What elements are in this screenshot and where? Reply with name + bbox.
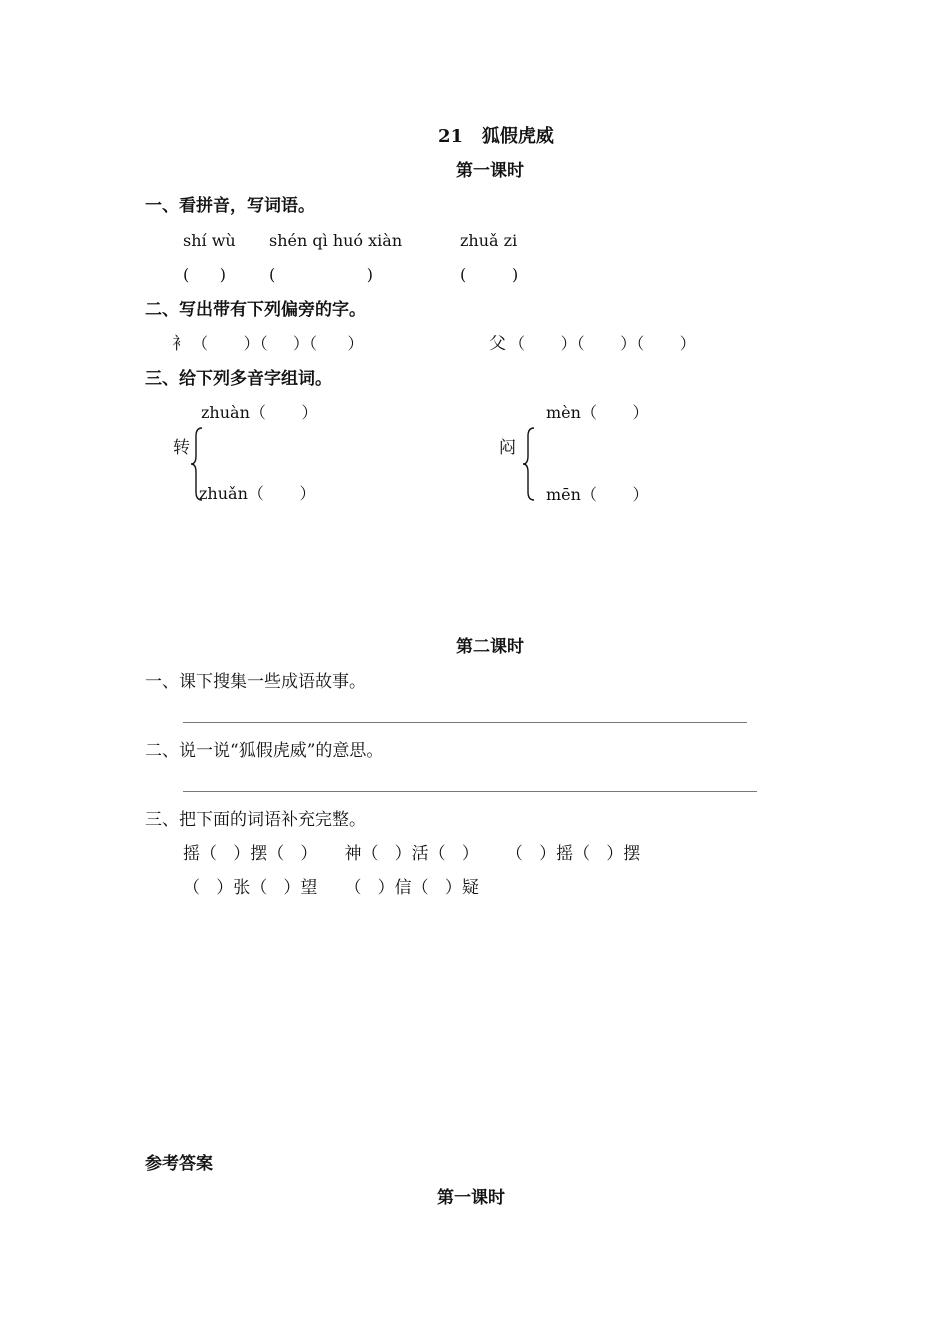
answer-blank-2[interactable]: ( ) (269, 265, 374, 284)
lesson2-q3-label: 三、把下面的词语补充完整。 (145, 810, 366, 830)
idiom-row-2[interactable]: （ ）张（ ）望 （ ）信（ ）疑 (183, 878, 479, 898)
polyphonic-char-1: 转 (173, 438, 190, 458)
zhuan-reading-2[interactable]: zhuǎn（ ） (199, 484, 316, 503)
answers-heading: 参考答案 (145, 1154, 213, 1174)
answers-subheading: 第一课时 (437, 1188, 505, 1208)
polyphonic-char-2: 闷 (499, 438, 516, 458)
lesson1-q2-label: 二、写出带有下列偏旁的字。 (145, 300, 366, 320)
radical-1-blanks[interactable]: （ ）（ ）（ ） (192, 334, 364, 353)
brace-icon (522, 426, 536, 502)
answer-blank-3[interactable]: ( ) (460, 265, 519, 284)
radical-1: 衤 (172, 334, 189, 354)
pinyin-3: zhuǎ zi (460, 231, 518, 250)
answer-line-2[interactable] (183, 791, 757, 792)
lesson1-q1-label: 一、看拼音，写词语。 (145, 196, 315, 216)
radical-2-blanks[interactable]: （ ）（ ）（ ） (509, 334, 696, 353)
page-title: 21 狐假虎威 (438, 126, 554, 147)
lesson1-heading: 第一课时 (456, 161, 524, 181)
answer-line-1[interactable] (183, 722, 747, 723)
lesson2-heading: 第二课时 (456, 637, 524, 657)
lesson2-q1-label: 一、课下搜集一些成语故事。 (145, 672, 366, 692)
answer-blank-1[interactable]: ( ) (183, 265, 226, 284)
radical-2: 父 (489, 334, 506, 354)
lesson2-q2-label: 二、说一说“狐假虎威”的意思。 (145, 741, 384, 761)
men-reading-1[interactable]: mèn（ ） (546, 403, 649, 422)
pinyin-2: shén qì huó xiàn (269, 231, 403, 250)
pinyin-1: shí wù (183, 231, 236, 250)
lesson1-q3-label: 三、给下列多音字组词。 (145, 369, 332, 389)
idiom-row-1[interactable]: 摇（ ）摆（ ） 神（ ）活（ ） （ ）摇（ ）摆 (183, 844, 641, 864)
zhuan-reading-1[interactable]: zhuàn（ ） (201, 403, 318, 422)
men-reading-2[interactable]: mēn（ ） (546, 485, 649, 504)
